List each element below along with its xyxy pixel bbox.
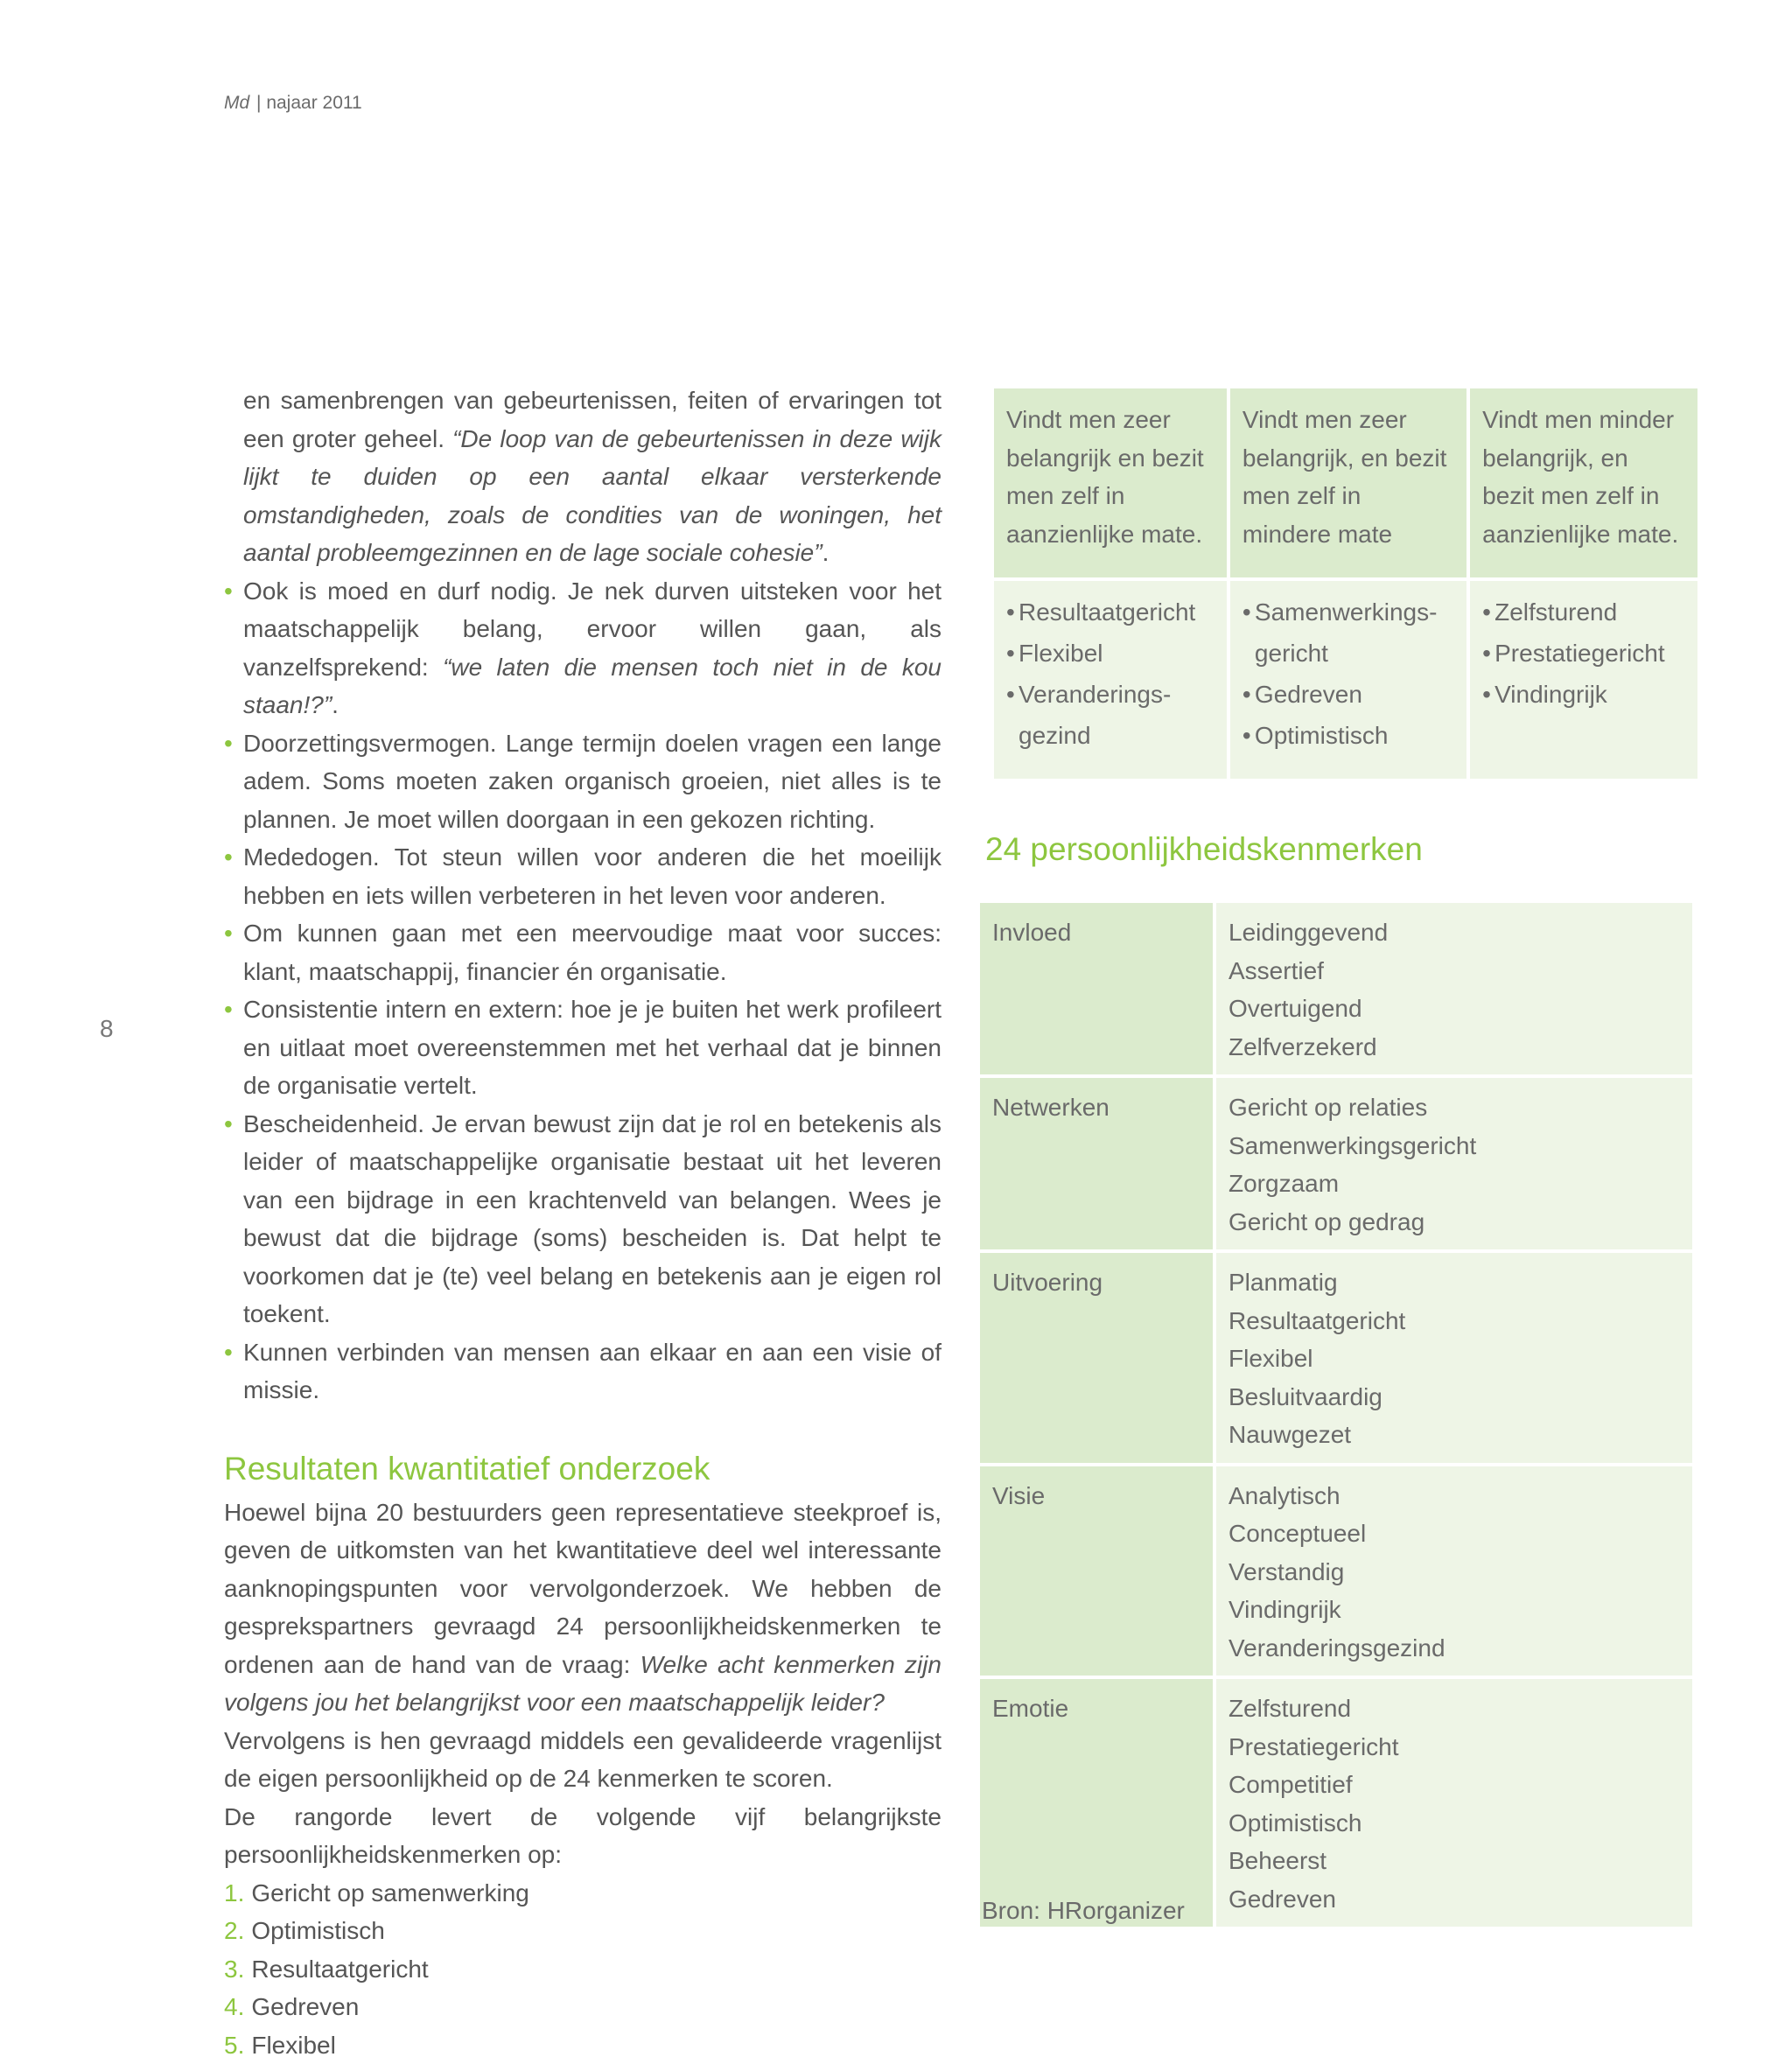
trait-item: Flexibel: [1228, 1340, 1680, 1378]
list-item: [224, 381, 942, 572]
ranked-item: [224, 1912, 942, 1950]
list-item: • Doorzettingsvermogen. Lange termijn doelen vragen een lange adem. Soms moeten zaken organisch groeien, niet alles is te plannen. Je moet willen doorgaan in een gekozen richting.: [224, 724, 942, 839]
matrix-header-cell: Vindt men minder belangrijk, en bezit men zelf in aanzienlijke mate.: [1470, 388, 1698, 577]
trait-item: Zelfverzekerd: [1228, 1028, 1680, 1067]
rank-label: Optimistisch: [251, 1917, 384, 1944]
rank-number: 3.: [224, 1956, 244, 1983]
items-cell: [1216, 1253, 1692, 1463]
rank-number: 1.: [224, 1879, 244, 1907]
paragraph-text: Hoewel bijna 20 bestuurders geen representatieve steekproef is, geven de uitkomsten van het kwantitatieve deel wel interessante aanknopingspunten voor vervolgonderzoek. We hebben de gesprekspartners gevraagd 24 persoonlijkheidskenmerken te ordenen aan de hand van de vraag:: [224, 1499, 942, 1678]
trait-item: Optimistisch: [1228, 1804, 1680, 1843]
trait-item: Besluitvaardig: [1228, 1378, 1680, 1417]
category-cell: Visie: [980, 1466, 1213, 1676]
bullet-list: [224, 381, 942, 1410]
list-item: [224, 572, 942, 724]
ranked-list: [224, 1874, 942, 2064]
paragraph: Vervolgens is hen gevraagd middels een gevalideerde vragenlijst de eigen persoonlijkheid op de 24 kenmerken te scoren.: [224, 1722, 942, 1798]
trait-item: Resultaatgericht: [1228, 1302, 1680, 1340]
matrix-header-cell: Vindt men zeer belangrijk, en bezit men zelf in mindere mate: [1230, 388, 1466, 577]
trait-item: Verstandig: [1228, 1553, 1680, 1592]
trait-item: Vindingrijk: [1228, 1591, 1680, 1629]
page-header: [224, 93, 362, 114]
trait-item: Prestatiegericht: [1228, 1728, 1680, 1767]
trait-item: • Samenwerkings-gericht: [1242, 591, 1454, 674]
trait-item: • Zelfsturend: [1482, 591, 1685, 633]
table-row: [980, 1078, 1692, 1249]
items-cell: [1216, 903, 1692, 1074]
trait-item: • Gedreven: [1242, 674, 1454, 715]
trait-item: Nauwgezet: [1228, 1416, 1680, 1454]
category-cell: Invloed: [980, 903, 1213, 1074]
trait-item: Gericht op gedrag: [1228, 1203, 1680, 1242]
trait-item: Gedreven: [1228, 1880, 1680, 1919]
table-title: 24 persoonlijkheidskenmerken: [985, 831, 1423, 868]
magazine-logo: Md: [224, 93, 249, 113]
ranked-item: [224, 1874, 942, 1913]
matrix-cell: [1470, 581, 1698, 779]
bullet-text: Ook is moed en durf nodig. Je nek durven uitsteken voor het maatschappelijk belang, ervoor willen gaan, als vanzelfsprekend:: [243, 577, 942, 681]
trait-item: Competitief: [1228, 1766, 1680, 1804]
category-cell: Netwerken: [980, 1078, 1213, 1249]
trait-item: Analytisch: [1228, 1477, 1680, 1515]
trait-item: • Optimistisch: [1242, 715, 1454, 756]
trait-item: Zorgzaam: [1228, 1165, 1680, 1203]
table-row: [980, 1466, 1692, 1676]
trait-item: Veranderingsgezind: [1228, 1629, 1680, 1668]
rank-number: 4.: [224, 1993, 244, 2020]
list-item: • Kunnen verbinden van mensen aan elkaar en aan een visie of missie.: [224, 1333, 942, 1410]
paragraph-question: Welke acht kenmerken zijn volgens jou het belangrijkst voor een maatschappelijk leider?: [224, 1651, 942, 1717]
paragraph: [224, 1494, 942, 1722]
items-cell: [1216, 1679, 1692, 1927]
rank-label: Gedreven: [251, 1993, 359, 2020]
importance-matrix: [990, 385, 1701, 782]
trait-item: Zelfsturend: [1228, 1690, 1680, 1728]
matrix-cell: [994, 581, 1227, 779]
trait-item: Overtuigend: [1228, 990, 1680, 1028]
list-item: • Bescheidenheid. Je ervan bewust zijn dat je rol en betekenis als leider of maatschappelijke organisatie bestaat uit het leveren van een bijdrage in een krachtenveld van belangen. Wees je bewust dat die bijdrage (soms) bescheiden is. Dat helpt te voorkomen dat je (te) veel belang en betekenis aan je eigen rol toekent.: [224, 1105, 942, 1333]
table-row: [980, 1253, 1692, 1463]
category-cell: Uitvoering: [980, 1253, 1213, 1463]
rank-number: 2.: [224, 1917, 244, 1944]
source-note: Bron: HRorganizer: [982, 1897, 1185, 1925]
intro-quote: “De loop van de gebeurtenissen in deze wijk lijkt te duiden op een aantal elkaar versterkende omstandigheden, zoals de condities van de woningen, het aantal probleemgezinnen en de lage sociale cohesie”: [243, 425, 942, 567]
trait-item: Planmatig: [1228, 1263, 1680, 1302]
list-item: • Om kunnen gaan met een meervoudige maat voor succes: klant, maatschappij, financier én organisatie.: [224, 914, 942, 990]
table-row: [980, 903, 1692, 1074]
traits-table: [976, 899, 1696, 1930]
list-item: • Consistentie intern en extern: hoe je je buiten het werk profileert en uitlaat moet overeenstemmen met het verhaal dat je binnen de organisatie vertelt.: [224, 990, 942, 1105]
matrix-header-row: [994, 388, 1698, 577]
issue-label: | najaar 2011: [256, 93, 362, 113]
items-cell: [1216, 1078, 1692, 1249]
bullet-quote: “we laten die mensen toch niet in de kou staan!?”: [243, 654, 942, 719]
trait-item: • Resultaatgericht: [1006, 591, 1214, 633]
trait-item: Assertief: [1228, 952, 1680, 990]
trait-item: Gericht op relaties: [1228, 1088, 1680, 1127]
intro-end: .: [822, 539, 830, 566]
ranked-item: [224, 2026, 942, 2064]
rank-label: Resultaatgericht: [251, 1956, 428, 1983]
trait-item: • Veranderings-gezind: [1006, 674, 1214, 756]
ranked-item: [224, 1950, 942, 1989]
paragraph: De rangorde levert de volgende vijf belangrijkste persoonlijkheidskenmerken op:: [224, 1798, 942, 1874]
list-item: • Mededogen. Tot steun willen voor anderen die het moeilijk hebben en iets willen verbeteren in het leven voor anderen.: [224, 838, 942, 914]
rank-label: Flexibel: [251, 2032, 335, 2059]
left-column: [224, 381, 942, 2064]
trait-item: Samenwerkingsgericht: [1228, 1127, 1680, 1165]
items-cell: [1216, 1466, 1692, 1676]
trait-item: • Prestatiegericht: [1482, 633, 1685, 674]
matrix-cell: [1230, 581, 1466, 779]
trait-item: • Flexibel: [1006, 633, 1214, 674]
trait-item: Leidinggevend: [1228, 913, 1680, 952]
matrix-body-row: [994, 581, 1698, 779]
ranked-item: [224, 1988, 942, 2026]
bullet-end: .: [332, 691, 339, 718]
trait-item: Beheerst: [1228, 1842, 1680, 1880]
matrix-header-cell: Vindt men zeer belangrijk en bezit men zelf in aanzienlijke mate.: [994, 388, 1227, 577]
category-cell: Emotie: [980, 1679, 1213, 1927]
rank-number: 5.: [224, 2032, 244, 2059]
trait-item: • Vindingrijk: [1482, 674, 1685, 715]
page-number: 8: [100, 1015, 114, 1043]
trait-item: Conceptueel: [1228, 1515, 1680, 1553]
section-title: Resultaten kwantitatief onderzoek: [224, 1448, 942, 1490]
table-row: [980, 1679, 1692, 1927]
intro-text: en samenbrengen van gebeurtenissen, feiten of ervaringen tot een groter geheel.: [243, 387, 942, 452]
rank-label: Gericht op samenwerking: [251, 1879, 528, 1907]
